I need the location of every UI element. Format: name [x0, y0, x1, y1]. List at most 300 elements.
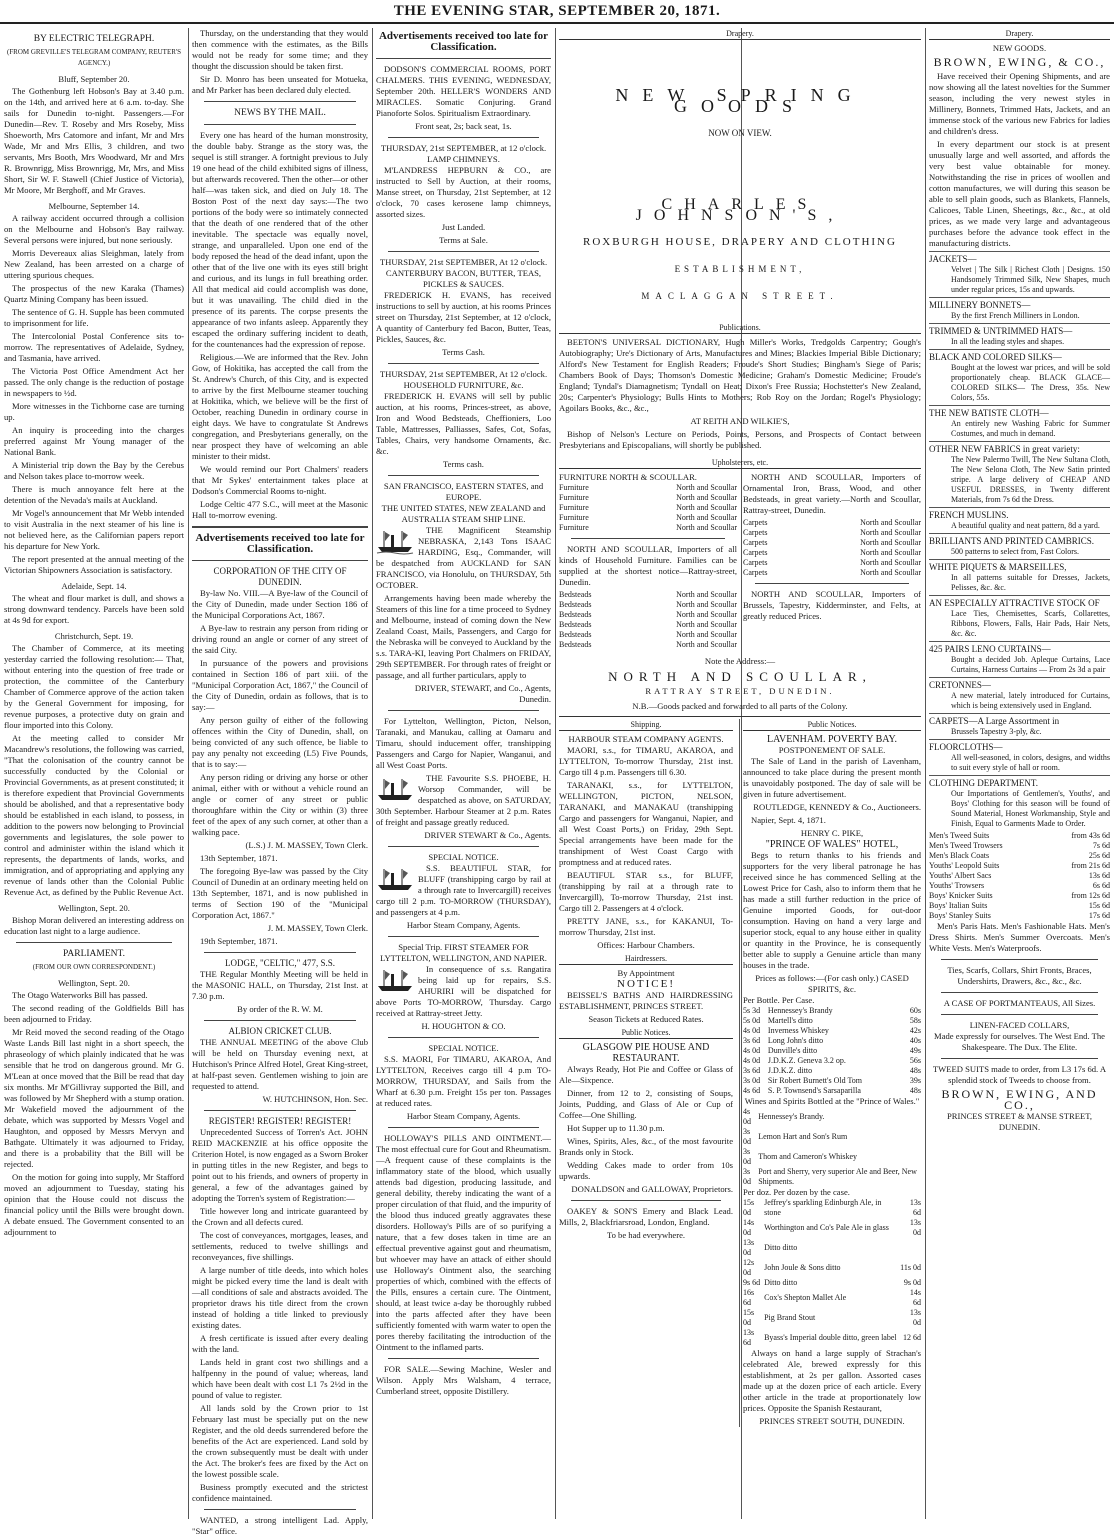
ad-title: Special Trip. FIRST STEAMER FOR LYTTELTON, WELLINGTON, AND NAPIER.: [376, 942, 551, 964]
ad-paragraph: In every department our stock is at present unusually large and well assorted, and affords the very best value obtainable for money. Notwithstanding the rise in prices of woollen and cotton manufactures, we will during this season be able to sell plain goods, such as Blankets, Flannels, Calicoes, Table Linen, Sheetings, &c., &c., at old prices, as we made very large and advantageous purchases before the advance took effect in the manufacturing districts.: [929, 139, 1110, 249]
section-hairdressers: Hairdressers.: [559, 953, 733, 965]
bedsteads-list: [559, 590, 737, 650]
establishment: ESTABLISHMENT,: [559, 264, 921, 275]
ad-paragraph: By-law No. VIII.—A Bye-law of the Council of the City of Dunedin, made under Section 186 of the Municipal Corporations Act, 1867.: [192, 588, 368, 621]
late-adverts-heading: Advertisements received too late for Classification.: [376, 31, 551, 53]
table-cell: Dunville's ditto: [768, 1046, 905, 1056]
drapery-item-text: A new material, lately introduced for Curtains, which is being extensively used in England.: [929, 691, 1110, 711]
ad-paragraph: Lands held in grant cost two shillings and a halfpenny in the pound of value; whereas, land which have been dealt with cost L1 7s 2½d in the pound of value to register.: [192, 1357, 368, 1401]
news-paragraph: The sentence of G. H. Supple has been commuted to imprisonment for life.: [4, 307, 184, 329]
divider: [388, 1037, 539, 1038]
divider: [571, 538, 725, 539]
table-cell: Long John's ditto: [768, 1036, 905, 1046]
table-row: [929, 881, 1110, 891]
steamship-icon: [376, 966, 414, 994]
table-cell: Youths' Albert Sacs: [929, 871, 1048, 881]
news-paragraph: The Otago Waterworks Bill has passed.: [4, 990, 184, 1001]
divider: [204, 101, 356, 102]
table-row: [743, 1288, 921, 1308]
ad-title: A CASE OF PORTMANTEAUS, All Sizes.: [929, 998, 1110, 1009]
pike-address: PRINCES STREET SOUTH, DUNEDIN.: [743, 1416, 921, 1427]
ad-paragraph: S.S. BEAUTIFUL STAR, for BLUFF (transhipping cargo by rail at a through rate to Invercargill) receives cargo till 2 p.m. TO-MORROW (THURSDAY), and passengers at 4 p.m.: [376, 863, 551, 918]
divider: [388, 475, 539, 476]
ad-signature: DRIVER, STEWART, and Co., Agents, Dunedin.: [376, 683, 551, 705]
table-row: [559, 630, 737, 640]
drapery-item: [929, 713, 1110, 739]
ad-paragraph: A fresh certificate is issued after every dealing with the land.: [192, 1333, 368, 1355]
table-cell: Boys' Italian Suits: [929, 901, 1048, 911]
table-cell: Carpets: [743, 568, 794, 578]
table-cell: 5s 3d: [743, 1006, 768, 1016]
ad-paragraph: BEISSEL'S BATHS AND HAIRDRESSING ESTABLISHMENT, PRINCES STREET.: [559, 990, 733, 1012]
table-cell: 13s 6d: [743, 1328, 764, 1348]
ad-paragraph: FREDERICK H. EVANS, has received instructions to sell by auction, at his rooms Princes street on Thursday, 21st September, at 12 o'clock, A quantity of Canterbury fed Bacon, Butter, Teas, Pickles, Sauces, &c.: [376, 290, 551, 345]
upholsterer-right: [743, 472, 921, 650]
drapery-item-title: FRENCH MUSLINS.: [929, 510, 1110, 521]
drapery-item: [929, 251, 1110, 297]
news-paragraph: More witnesses in the Tichborne case are turning up.: [4, 401, 184, 423]
table-cell: Bedsteads: [559, 600, 621, 610]
ad-paragraph: NORTH AND SCOULLAR, Importers of Brussels, Tapestry, Kidderminster, and Felts, at greatly reduced Prices.: [743, 589, 921, 622]
table-cell: Ditto ditto: [764, 1238, 900, 1258]
dateline-parliament: Wellington, Sept. 20.: [4, 978, 184, 989]
divider: [204, 952, 356, 953]
ad-paragraph: Terms at Sale.: [376, 235, 551, 246]
table-cell: Byass's Imperial double ditto, green label: [764, 1328, 900, 1348]
ad-paragraph: BEAUTIFUL STAR s.s., for BLUFF, (transhipping by rail at a through rate to Invercargill), To-morrow Thursday, 21st inst. Cargo till 2. Passengers at 4 o'clock.: [559, 870, 733, 914]
ad-paragraph: Front seat, 2s; back seat, 1s.: [376, 121, 551, 132]
ad-paragraph: FREDERICK H. EVANS will sell by public auction, at his rooms, Princes-street, as above, Iron and Wood Bedsteads, Cheffioniers, Loo Table, Mattresses, Palliasses, Safes, Cot, Sofas, Tables, Chairs, very handsome Ornaments, &c. &c.: [376, 391, 551, 457]
ad-paragraph: M'LANDRESS HEPBURN & CO., are instructed to Sell by Auction, at their rooms, Manse street, on Thursday, 21st September, at 12 o'clock, 70 cases kerosene lamp chimneys, assorted sizes.: [376, 165, 551, 220]
bottom-subcolumns: [559, 716, 921, 1427]
table-cell: 13s 0d: [743, 1238, 764, 1258]
divider: [941, 959, 1098, 960]
table-cell: Furniture: [559, 493, 617, 503]
ad-paragraph: Made expressly for ourselves. The West End. The Shakespeare. The Dux. The Elite.: [929, 1031, 1110, 1053]
ad-title: "PRINCE OF WALES" HOTEL,: [743, 839, 921, 850]
by-appointment: By Appointment: [559, 968, 733, 979]
upholsterer-ads: [559, 472, 921, 650]
column-divider: [372, 28, 373, 1519]
table-cell: Youths' Trowsers: [929, 881, 1048, 891]
ad-paragraph: Any person riding or driving any horse or other animal, either with or without a vehicle round an angle or corner of any street or public thoroughfare within the City or within (3) three feet of the apex of any such corner, at other than a walking pace.: [192, 772, 368, 838]
news-paragraph: The Gothenburg left Hobson's Bay at 3.40 p.m. on the 14th, and arrived here at 6 a.m. to-day. She sails for Dunedin to-night. Passengers.—For Dunedin—Rev. T. Roseby and Mrs Roseby, Miss Shoeworth, Mrs Catomore and infant, Mr and Mrs Wade, Mr and Mrs Ellis, 3 children, and two servants, Mrs Booth, Mrs Woodward, Mr and Mrs R. Brownrigg, Miss Brownrigg, Mr, Mrs, and Miss Short, Sir W. F. Stawell (Chief Justice of Victoria), Mr Moore, Mr Berghoff, and Mr Graves.: [4, 86, 184, 196]
table-row: [743, 1328, 921, 1348]
ad-paragraph: NORTH AND SCOULLAR, Importers of all kinds of Household Furniture. Families can be supplied at the shortest notice—Rattray-street, Dunedin.: [559, 544, 737, 588]
furniture-list: [559, 483, 737, 533]
drapery-item-text: Bought at the lowest war prices, and will be sold proportionately cheap. BLACK GLACE—COLORED SILKS— The Dress, 35s. New Colors, 55s.: [929, 363, 1110, 403]
ad-signature: AT REITH AND WILKIE'S,: [559, 416, 921, 427]
new-goods: NEW GOODS.: [929, 43, 1110, 54]
table-cell: 14s 0d: [743, 1218, 764, 1238]
drapery-item-text: The New Palermo Twill, The New Sultana Cloth, The New Selona Cloth, The New Satin printed stripe. A large delivery of CHEAP AND USEFUL DRESSES, in Twenty different Materials, from 7s 6d the Dress.: [929, 455, 1110, 505]
table-row: [559, 620, 737, 630]
divider: [388, 846, 539, 847]
table-cell: North and Scoullar: [621, 600, 737, 610]
divider: [376, 58, 551, 59]
table-cell: Youths' Leopold Suits: [929, 861, 1048, 871]
drapery-item-text: An entirely new Washing Fabric for Summer Costumes, and much in demand.: [929, 419, 1110, 439]
drapery-item: [929, 559, 1110, 595]
table-cell: 58s: [905, 1016, 921, 1026]
table-row: [743, 1308, 921, 1328]
news-paragraph: Lodge Celtic 477 S.C., will meet at the Masonic Hall to-morrow evening.: [192, 499, 368, 521]
table-cell: Carpets: [743, 538, 794, 548]
drapery-item-text: Brussels Tapestry 3-ply, &c.: [929, 727, 1110, 737]
divider: [941, 1014, 1098, 1015]
packed-note: N.B.—Goods packed and forwarded to all parts of the Colony.: [559, 701, 921, 712]
ad-signature: Harbor Steam Company, Agents.: [376, 920, 551, 931]
ad-paragraph: Unprecedented Success of Torren's Act. JOHN REID MACKENZIE at his office opposite the Criterion Hotel, is now engaged as a Sworn Broker in putting titles in the new Register, and begs to point out to his friends, and owners of property in general, a few of the advantages gained by adopting the Torren's system of Registration:—: [192, 1127, 368, 1204]
drapery-item-title: MILLINERY BONNETS—: [929, 300, 1110, 311]
table-cell: Hennessey's Brandy: [768, 1006, 905, 1016]
drapery-item-title: CLOTHING DEPARTMENT.: [929, 778, 1110, 789]
table-cell: North and Scoullar: [794, 518, 921, 528]
drapery-item: [929, 349, 1110, 405]
table-cell: North and Scoullar: [794, 568, 921, 578]
ad-paragraph: All lands sold by the Crown prior to 1st February last must be specially put on the new Register, and the old deeds surrendered before the benefits of the Act are experienced. Land sold by the crown subsequently must be dealt with under the Act. The broker's fees are fixed by the Act on the lowest possible scale.: [192, 1403, 368, 1480]
ad-title: POSTPONEMENT OF SALE.: [743, 745, 921, 756]
table-cell: Martell's ditto: [768, 1016, 905, 1026]
table-cell: 16s 6d: [743, 1288, 764, 1308]
news-paragraph: Bishop Moran delivered an interesting address on education last night to a large audience.: [4, 915, 184, 937]
table-cell: J.D.K.Z. ditto: [768, 1066, 905, 1076]
roxburgh-house: ROXBURGH HOUSE, DRAPERY AND CLOTHING: [559, 237, 921, 248]
table-cell: 48s: [905, 1086, 921, 1096]
ad-paragraph: For Lyttelton, Wellington, Picton, Nelson, Taranaki, and Manukau, calling at Oamaru and Timaru, should inducement offer, transhipping Passengers and Cargo for Napier, Wanganui, and all West Coast Ports.: [376, 716, 551, 771]
table-row: [743, 518, 921, 528]
news-paragraph: A Ministerial trip down the Bay by the Cerebus and Nelson takes place to-morrow week.: [4, 460, 184, 482]
table-row: [743, 1107, 921, 1127]
ad-paragraph: FOR SALE.—Sewing Machine, Wesler and Wilson. Apply Mrs Walsham, 4 terrace, Cumberland street, opposite Distillery.: [376, 1364, 551, 1397]
ad-paragraph: Business promptly executed and the strictest confidence maintained.: [192, 1482, 368, 1504]
divider: [755, 583, 909, 584]
table-cell: Bedsteads: [559, 630, 621, 640]
divider: [204, 1020, 356, 1021]
table-cell: Carpets: [743, 558, 794, 568]
table-row: [929, 831, 1110, 841]
ad-paragraph: HOLLOWAY'S PILLS AND OINTMENT.—The most effectual cure for Gout and Rheumatism.—A frequent cause of these complaints is the inflammatory state of the blood, which usually attends bad digestion, producing lassitude, and general debility, thereby indicating the want of a proper circulation of that fluid, and the impurity of the blood thus induced greatly aggravates these disorders. Holloway's Pills are of so purifying a nature, that a few doses taken in time are an effectual preventive against gout and rheumatism, but whoever may have an attack of either should use Holloway's Ointment also, the searching properties of which, combined with the effects of the Pills, ensures a certain cure. The Ointment, should, at least twice a-day be thoroughly rubbed into the parts affected after they have been sufficiently fomented with warm water to open the pores thereby facilitating the introduction of the Ointment to the inflamed parts.: [376, 1133, 551, 1353]
table-cell: Bedsteads: [559, 620, 621, 630]
ad-title: SAN FRANCISCO, EASTERN STATES, and EUROPE.: [376, 481, 551, 503]
ad-signature: (L.S.) J. M. MASSEY, Town Clerk.: [192, 840, 368, 851]
parliament-credit: (FROM OUR OWN CORRESPONDENT.): [4, 962, 184, 973]
wines-heading: Wines and Spirits Bottled at the "Prince of Wales.": [743, 1096, 921, 1107]
steamship-icon: [376, 865, 414, 893]
notices-subcolumn: [739, 719, 921, 1427]
ad-signature: J. M. MASSEY, Town Clerk.: [192, 923, 368, 934]
ad-date: THURSDAY, 21st SEPTEMBER, at 12 o'clock.: [376, 143, 551, 154]
ad-signature: DRIVER STEWART & Co., Agents.: [376, 830, 551, 841]
divider: [941, 1058, 1098, 1059]
ad-title: FURNITURE NORTH & SCOULLAR.: [559, 472, 737, 483]
drapery-item-text: Velvet | The Silk | Richest Cloth | Designs. 150 Handsomely Trimmed Silk, New Shapes, much under regular prices, 15s and upwards.: [929, 265, 1110, 295]
table-row: [743, 568, 921, 578]
table-row: [743, 1006, 921, 1016]
drapery-item-text: All well-seasoned, in colors, designs, and widths to suit every style of hall or room.: [929, 753, 1110, 773]
ad-paragraph: The foregoing Bye-law was passed by the City Council of Dunedin at an ordinary meeting held on 13th September, 1871, and is now published in terms of Section 190 of the "Municipal Corporation Act, 1867.": [192, 866, 368, 921]
divider: [388, 710, 539, 711]
table-row: [743, 1026, 921, 1036]
ad-title: HOUSEHOLD FURNITURE, &c.: [376, 380, 551, 391]
ad-paragraph: S.S. MAORI, For TIMARU, AKAROA, And LYTTELTON, Receives cargo till 4 p.m TO-MORROW, THURSDAY, and Sails from the Wharf at 6.30 p.m. Freight 15s per ton. Passages at reduced rates.: [376, 1054, 551, 1109]
table-cell: North and Scoullar: [617, 483, 737, 493]
table-cell: 3s 6d: [743, 1066, 768, 1076]
dateline-bluff: Bluff, September 20.: [4, 74, 184, 85]
drapery-item-title: TRIMMED & UNTRIMMED HATS—: [929, 326, 1110, 337]
table-cell: 4s 0d: [743, 1046, 768, 1056]
table-cell: 11s 0d: [900, 1258, 921, 1278]
dateline-christchurch: Christchurch, Sept. 19.: [4, 631, 184, 642]
column-5: [929, 28, 1110, 1518]
ad-paragraph: Begs to return thanks to his friends and supporters for the very liberal patronage he has received since he has commenced Selling at the Lowest Price for Cash, also to inform them that he has made a still further reduction in the price of Genuine imported Goods, for out-door consumption. Having on hand a very large and superior stock, equal to any house either in quality or quantity in the Province, he is consequently better able to supply a Genuine article than many houses in the trade.: [743, 850, 921, 971]
table-cell: John Joule & Sons ditto: [764, 1258, 900, 1278]
now-on-view: NOW ON VIEW.: [559, 128, 921, 139]
ad-title: THE UNITED STATES, NEW ZEALAND and AUSTRALIA STEAM SHIP LINE.: [376, 503, 551, 525]
upholsterer-left: [559, 472, 737, 650]
table-row: [743, 1278, 921, 1288]
table-row: [559, 640, 737, 650]
table-cell: North and Scoullar: [621, 630, 737, 640]
ad-signature: W. HUTCHINSON, Hon. Sec.: [192, 1094, 368, 1105]
ad-paragraph: Season Tickets at Reduced Rates.: [559, 1014, 733, 1025]
table-cell: 15s 0d: [743, 1308, 764, 1328]
table-cell: 4s 0d: [743, 1107, 758, 1127]
table-cell: 17s 6d: [1048, 911, 1110, 921]
table-cell: 3s 0d: [743, 1127, 758, 1147]
table-row: [929, 911, 1110, 921]
price-columns: Per Bottle. Per Case.: [743, 995, 921, 1006]
table-row: [559, 590, 737, 600]
table-row: [559, 523, 737, 533]
new-spring-goods: NEW SPRING GOODS: [559, 90, 921, 112]
ad-paragraph: BEETON'S UNIVERSAL DICTIONARY, Hugh Miller's Works, Tredgolds Carpentry; Gough's Autobiography; Ure's Dictionary of Arts, Manufactures and Mines; Blackies Imperial Bible Dictionary; Alford's New Testament for English Readers; Froude's Short Studies; Bingham's Siege of Paris; Chambers Book of Days; Thomson's Domestic Medicine; Graham's Domestic Medicine; Froude's England; Tyndal's Diamagnetism; Tyndall on Heat; Dixon's Free Russia; Hochstetter's New Zealand, 20s; Carpenter's Physiology; Bulls Hints to Mothers; Rob Roy on the Jordan; Rogel's Physiology; Agoilars Books, &c., &c.,: [559, 337, 921, 414]
table-cell: North and Scoullar: [794, 558, 921, 568]
drapery-item-title: BRILLIANTS AND PRINTED CAMBRICS.: [929, 536, 1110, 547]
table-row: [743, 1086, 921, 1096]
drapery-item-text: Our Importations of Gentlemen's, Youths', and Boys' Clothing for this season will be found of Sound Material, Honest Workmanship, Style and Finish, Equal to Garments Made to Order.: [929, 789, 1110, 829]
table-cell: Men's Black Coats: [929, 851, 1048, 861]
mail-heading: NEWS BY THE MAIL.: [192, 108, 368, 119]
brown-ewing-address: PRINCES STREET & MANSE STREET, DUNEDIN.: [929, 1111, 1110, 1133]
table-cell: North and Scoullar: [621, 640, 737, 650]
table-cell: 25s 6d: [1048, 851, 1110, 861]
divider: [571, 1200, 721, 1201]
drapery-item: [929, 507, 1110, 533]
ad-paragraph: In consequence of s.s. Rangatira being laid up for repairs, S.S. AHURIRI will be dispatched for above Ports TO-MORROW, Thursday. Cargo received at Rattray-street Jetty.: [376, 964, 551, 1019]
ad-title: LODGE, "CELTIC," 477, S.S.: [192, 958, 368, 969]
table-row: [929, 871, 1110, 881]
maclaggan-street: MACLAGGAN STREET.: [559, 291, 921, 302]
news-paragraph: The Victoria Post Office Amendment Act her passed. The only change is the reduction of postage in newspapers to ½d.: [4, 366, 184, 399]
table-cell: 3s 0d: [743, 1147, 758, 1167]
table-row: [559, 610, 737, 620]
table-cell: 40s: [905, 1036, 921, 1046]
notice: NOTICE!: [559, 979, 733, 990]
drapery-item: [929, 595, 1110, 641]
table-cell: Boys' Stanley Suits: [929, 911, 1048, 921]
table-cell: 39s: [905, 1076, 921, 1086]
dozen-heading: Per doz. Per dozen by the case.: [743, 1187, 921, 1198]
ad-paragraph: Title however long and intricate guaranteed by the Crown and all defects cured.: [192, 1206, 368, 1228]
dateline-adelaide: Adelaide, Sept. 14.: [4, 581, 184, 592]
news-paragraph: The second reading of the Goldfields Bill has been adjourned to Friday.: [4, 1003, 184, 1025]
ad-paragraph: PRETTY JANE, s.s., for KAKANUI, To-morrow Thursday, 21st inst.: [559, 916, 733, 938]
table-cell: Ditto ditto: [764, 1278, 900, 1288]
ad-signature: DONALDSON and GALLOWAY, Proprietors.: [559, 1184, 733, 1195]
table-cell: 5s 0d: [743, 1016, 768, 1026]
table-cell: 12s 0d: [743, 1258, 764, 1278]
ad-title: SPECIAL NOTICE.: [376, 852, 551, 863]
table-cell: S. P. Townsend's Sarsaparilla: [768, 1086, 905, 1096]
divider: [204, 124, 356, 125]
ad-paragraph: DODSON'S COMMERCIAL ROOMS, PORT CHALMERS. THIS EVENING, WEDNESDAY, September 20th. HELLER'S WONDERS AND MIRACLES. Somatic Conjuring. Grand Pianoforte Solos. Spiritualism Extraordinary.: [376, 64, 551, 119]
table-cell: 3s 0d: [743, 1167, 758, 1187]
table-row: [559, 513, 737, 523]
table-cell: 4s 6d: [743, 1086, 768, 1096]
table-cell: J.D.K.Z. Geneva 3.2 op.: [768, 1056, 905, 1066]
table-row: [743, 1238, 921, 1258]
ad-signature: H. HOUGHTON & CO.: [376, 1021, 551, 1032]
ad-paragraph: MAORI, s.s., for TIMARU, AKAROA, and LYTTELTON, To-morrow Thursday, 21st inst. Cargo till 4 p.m. Passengers till 6.30.: [559, 745, 733, 778]
ad-title: REGISTER! REGISTER! REGISTER!: [192, 1116, 368, 1127]
table-cell: 15s 0d: [743, 1198, 764, 1218]
drapery-item-title: JACKETS—: [929, 254, 1110, 265]
section-public-notices: Public Notices.: [743, 719, 921, 731]
table-cell: 56s: [905, 1056, 921, 1066]
table-cell: from 21s 6d: [1048, 861, 1110, 871]
table-cell: Furniture: [559, 523, 617, 533]
ad-paragraph: WANTED, a strong intelligent Lad. Apply, "Star" office.: [192, 1515, 368, 1537]
drapery-item-text: 500 patterns to select from, Fast Colors.: [929, 547, 1110, 557]
ad-title: HARBOUR STEAM COMPANY AGENTS.: [559, 734, 733, 745]
ad-date: THURSDAY, 21st SEPTEMBER, At 12 o'clock.: [376, 369, 551, 380]
table-cell: 15s 6d: [1048, 901, 1110, 911]
section-public-notices: Public Notices.: [559, 1027, 733, 1039]
table-cell: North and Scoullar: [621, 590, 737, 600]
ad-paragraph: Any person guilty of either of the following offences within the City of Dunedin, shall, on being convicted of any such offence, be liable to pay any penalty not exceeding (L5) Five Pounds, that is to say:—: [192, 715, 368, 770]
ad-paragraph: Terms cash.: [376, 459, 551, 470]
column-1: [4, 28, 184, 1518]
ad-paragraph: Bishop of Nelson's Lecture on Periods, Points, Persons, and Prospects of Contact between Presbyterians and Episcopalians, will shortly be published.: [559, 429, 921, 451]
table-cell: 13s 6d: [1048, 871, 1110, 881]
divider: [388, 1127, 539, 1128]
table-cell: Carpets: [743, 518, 794, 528]
divider: [388, 936, 539, 937]
drapery-item: [929, 677, 1110, 713]
ad-title: HENRY C. PIKE,: [743, 828, 921, 839]
table-cell: Lemon Hart and Son's Rum: [758, 1127, 921, 1147]
drapery-item-title: THE NEW BATISTE CLOTH—: [929, 408, 1110, 419]
table-cell: North and Scoullar: [617, 513, 737, 523]
table-row: [929, 851, 1110, 861]
ad-paragraph: 19th September, 1871.: [192, 936, 368, 947]
brown-ewing-footer: BROWN, EWING, AND CO.,: [929, 1089, 1110, 1111]
masthead: THE EVENING STAR, SEPTEMBER 20, 1871.: [0, 0, 1114, 22]
price-list: [743, 1006, 921, 1096]
section-shipping: Shipping.: [559, 719, 733, 731]
table-row: [743, 1218, 921, 1238]
news-paragraph: A railway accident occurred through a collision on the Melbourne and Hobson's Bay railway. Several persons were injured, but none seriously.: [4, 213, 184, 246]
news-paragraph: We would remind our Port Chalmers' readers that Mr Sykes' entertainment takes place at Dodson's Commercial Rooms to-night.: [192, 464, 368, 497]
ad-paragraph: TARANAKI, s.s., for LYTTELTON, WELLINGTON, PICTON, NELSON, TARANAKI, and MANAKAU (transhipping Cargo and passengers for Wanganui, Napier, and all West Coast Ports,) on Friday, 29th Sept. Special arrangements have been made for the transhipment of West Coast Cargo with promptness and at reduced rates.: [559, 780, 733, 868]
divider: [16, 942, 172, 943]
ad-paragraph: Always Ready, Hot Pie and Coffee or Glass of Ale—Sixpence.: [559, 1064, 733, 1086]
ad-paragraph: Have received their Opening Shipments, and are now showing all the latest novelties for the Summer season, including the very newest styles in Millinery, Bonnets, Trimmed Hats, Jackets, and an immense stock of the various new Fabrics for ladies and children's dress.: [929, 71, 1110, 137]
table-row: [743, 1066, 921, 1076]
table-cell: 4s 0d: [743, 1026, 768, 1036]
table-cell: 13s 6d: [900, 1198, 921, 1218]
table-row: [559, 483, 737, 493]
table-row: [743, 1258, 921, 1278]
dateline-wellington: Wellington, Sept. 20.: [4, 903, 184, 914]
telegraph-credit: (FROM GREVILLE'S TELEGRAM COMPANY, REUTER'S AGENCY.): [4, 47, 184, 69]
dateline-melbourne: Melbourne, September 14.: [4, 201, 184, 212]
table-row: [743, 538, 921, 548]
divider: [388, 363, 539, 364]
drapery-item: [929, 405, 1110, 441]
table-cell: North and Scoullar: [794, 548, 921, 558]
table-cell: 13s 0d: [900, 1218, 921, 1238]
news-paragraph: Mr Reid moved the second reading of the Otago Waste Lands Bill last night in a short speech, the phraseology of which plainly indicated that he was sensible that he trod on dangerous ground. Mr G. M'Lean at once moved that the Bill be read that day six months. Mr M'Gillivray supported the Bill, and was followed by Mr Shepherd with a stump oration. Mr Wakefield moved the adjournment of the debate, which was supported by Messrs Vogel and Haughton, and opposed by Messrs Mervyn and Bathgate. Ultimately it was adjourned to Friday, and there is a probability that the Bill will be rejected.: [4, 1027, 184, 1170]
column-divider: [188, 28, 189, 1519]
drapery-item: [929, 441, 1110, 507]
column-divider: [555, 28, 556, 1519]
table-cell: 48s: [905, 1066, 921, 1076]
table-cell: 60s: [905, 1006, 921, 1016]
news-paragraph: Religious.—We are informed that the Rev. John Gow, of Hokitika, has accepted the call from the St. Andrew's Church, of this City, and is expected to arrive by the first Melbourne steamer touching at Hokitika, which, we believe will be the first of October, reaching Dunedin in ordinary course in eight days. We have to congratulate St Andrews congregation, and Presbyterians generally, on the near prospect they have of welcoming an able minister to their midst.: [192, 352, 368, 462]
table-cell: from 43s 6d: [1048, 831, 1110, 841]
ad-paragraph: Wines, Spirits, Ales, &c., of the most favourite Brands only in Stock.: [559, 1136, 733, 1158]
ad-signature: By order of the R. W. M.: [192, 1004, 368, 1015]
table-cell: Jeffrey's sparkling Edinburgh Ale, in stone: [764, 1198, 900, 1218]
table-row: [743, 1167, 921, 1187]
drapery-item-text: A beautiful quality and neat pattern, 8d a yard.: [929, 521, 1110, 531]
table-cell: 9s 0d: [900, 1278, 921, 1288]
news-paragraph: The wheat and flour market is dull, and shows a strong downward tendency. Parcels have been sold at 4s 9d for export.: [4, 593, 184, 626]
column-4: [559, 28, 921, 1518]
ad-paragraph: NORTH AND SCOULLAR, Importers of Ornamental Iron, Brass, Wood, and other Bedsteads, in great variety.—North and Scoullar, Rattray-street, Dunedin.: [743, 472, 921, 516]
table-cell: Hennessey's Brandy.: [758, 1107, 921, 1127]
ad-title: LAMP CHIMNEYS.: [376, 154, 551, 165]
table-cell: Furniture: [559, 503, 617, 513]
table-row: [559, 493, 737, 503]
table-row: [743, 528, 921, 538]
note-address: Note the Address:—: [559, 656, 921, 667]
table-row: [929, 891, 1110, 901]
ad-paragraph: Wedding Cakes made to order from 10s upwards.: [559, 1160, 733, 1182]
news-paragraph: The Intercolonial Postal Conference sits to-morrow. The representatives of Adelaide, Sydney, and Tasmania, have arrived.: [4, 331, 184, 364]
table-cell: 12 6d: [900, 1328, 921, 1348]
column-3: [376, 28, 551, 1518]
section-upholsterers: Upholsterers, etc.: [559, 457, 921, 469]
table-cell: from 12s 6d: [1048, 891, 1110, 901]
table-cell: Pig Brand Stout: [764, 1308, 900, 1328]
column-2: [192, 28, 368, 1518]
news-paragraph: The Chamber of Commerce, at its meeting yesterday carried the following resolution:— That, without entering into the question of free trade or protection, the committee of the Canterbury Chamber of Commerce approve of the action taken by the General Government for imposing, for revenue purposes, a protective duty on grain and flour imported into this Colony.: [4, 643, 184, 731]
drapery-item-text: Bought a decided Job. Apleque Curtains, Lace Curtains, Harness Curtains — From 2s 3d a pair: [929, 655, 1110, 675]
rattray-street: RATTRAY STREET, DUNEDIN.: [559, 686, 921, 697]
ad-title: CANTERBURY BACON, BUTTER, TEAS, PICKLES & SAUCES.: [376, 268, 551, 290]
table-row: [743, 1127, 921, 1147]
table-cell: 6s 6d: [1048, 881, 1110, 891]
ad-title: GLASGOW PIE HOUSE AND RESTAURANT.: [559, 1042, 733, 1064]
table-row: [743, 558, 921, 568]
ad-title: CORPORATION OF THE CITY OF DUNEDIN.: [192, 566, 368, 588]
table-cell: 4s 0d: [743, 1056, 768, 1066]
ad-signature: Harbor Steam Company, Agents.: [376, 1111, 551, 1122]
brown-ewing-title: BROWN, EWING, & CO.,: [929, 57, 1110, 68]
